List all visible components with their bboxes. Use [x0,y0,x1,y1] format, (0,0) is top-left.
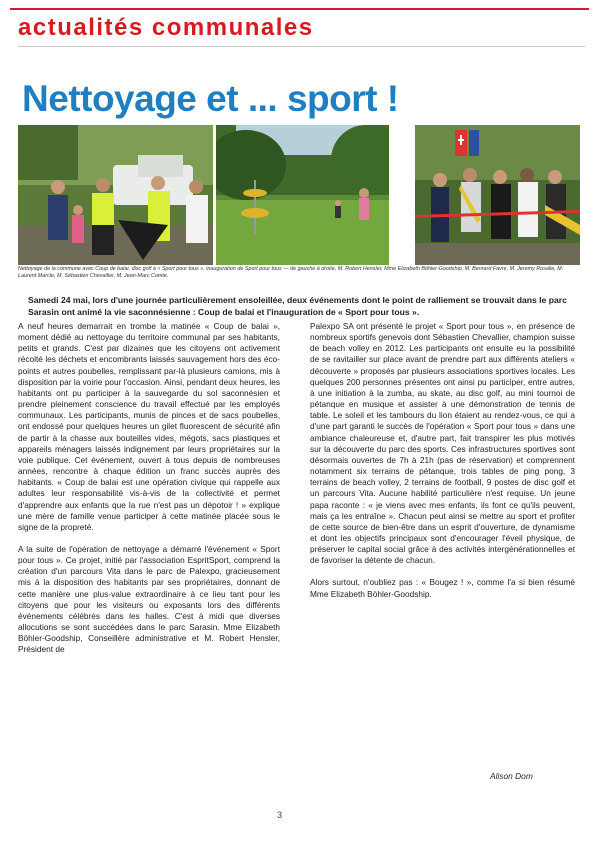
photo-caption: Nettoyage de la commune avec Coup de balai, disc golf à « Sport pour tous », inauguration de Sport pour tous — de gauche à droite, M. Robert Hensler, Mme Elizabeth Böhler-Goodship, M. Bernard Favre, M. Jeremy Rosalie, M. Laurent Marcle, M. Sébastien Chevallier, M. Jean-Marc Comte. [18,266,564,279]
photo-strip [18,125,580,265]
paragraph: Alors surtout, n'oubliez pas : « Bougez ! », comme l'a si bien résumé Mme Elizabeth Böhler-Goodship. [310,577,575,599]
article-author: Alison Dom [490,771,533,781]
photo-inauguration [415,125,580,265]
column-right [310,321,575,611]
column-left [18,321,280,667]
page-number: 3 [277,810,283,820]
section-divider [18,46,585,47]
section-title: actualités communales [18,14,314,41]
paragraph: Palexpo SA ont présenté le projet « Sport pour tous », en présence de nombreux sportifs genevois dont Sébastien Chevallier, champion suisse de beach volley en 2012. Les participants ont ensuite eu la possibilité de se ravitailler sur place avant de prendre part aux différents ateliers « découverte » proposés par plusieurs associations sportives locales. Les quelques 200 personnes présentes ont ainsi pu participer, entre autres, à une initiation à la zumba, au skate, au disc golf, au mini tournoi de pétanque en musique et assister à une démonstration de tennis de table. Le soleil et les tambours du lion étaient au rendez-vous, ce qui a d'une part garanti le succès de l'opération « Sport pour tous » dans une ambiance chaleureuse et, d'autre part, fait transpirer les plus motivés sur la découverte du parc des sports. Ces infrastructures sportives sont désormais ouvertes de 7h à 21h (pas de réservation) et comprennent notamment six terrains de pétanque, trois tables de ping pong, 3 terrains de beach volley, 2 terrains de football, 9 postes de disc golf et un parcours Vita. Aucune habilité particulière n'est requise. Un jeune papa raconte : « je viens avec mes enfants, ils font ce qu'ils peuvent, mais ça les entraîne ». Chacun peut ainsi se mettre au sport et profiter de cette source de bien-être dans un esprit d'ouverture, de dynamisme et dont les objectifs principaux sont d'encourager l'éveil physique, de préserver le capital social grâce à des activités intergénérationnelles et de favoriser la détente de chacun. [310,321,575,566]
photo-disc-golf [216,125,389,265]
article-lead: Samedi 24 mai, lors d'une journée particulièrement ensoleillée, deux événements dont le point de ralliement se trouvait dans le parc Sarasin ont animé la vie saconnésienne : Coup de balai et l'inauguration de « Sport pour tous ». [28,295,567,317]
top-red-rule [10,8,589,10]
paragraph: A la suite de l'opération de nettoyage a démarré l'événement « Sport pour tous ». Ce projet, initié par l'association EspritSport, comprend la création d'un parcours Vita dans le parc de Palexpo, gracieusement mis à la disposition des habitants par ses propriétaires, donnant de cette manière une plus-value extraordinaire à ce lieu tant pour les citoyens que pour les visiteurs ou exposants lors des différents événements célébrés dans les halles. C'est à midi que diverses allocutions se sont succédées dans le parc Sarasin. Mme Elizabeth Böhler-Goodship, Conseillère administrative et M. Robert Hensler, Président de [18,543,280,655]
paragraph: A neuf heures demarrait en trombe la matinée « Coup de balai », moment dédié au nettoyage du territoire communal par ses habitants, petits et grands. C'est par dizaines que les citoyens ont activement récolté les déchets et encombrants laissés sauvagement hors des éco-points et autres poubelles, remplissant par-là plusieurs camions, mis à disposition par la voirie pour l'occasion. Ainsi, pendant deux heures, les habitants ont pu participer à la sauvegarde du sol saconnésien et prendre pleinement conscience du travail effectué par les employés communaux. Les participants, munis de pinces et de sacs poubelles, ont endossé pour quelques heures un gilet fluorescent de sécurité afin de partir à la chasse aux bouteilles vides, mégots, sacs plastiques et appareils ménagers laissés indignement par leurs propriétaires sur la voie publique. Cet événement, ouvert à tous depuis de nombreuses années, rencontre à chaque édition un franc succès auprès des habitants. « Coup de balai est une opération civique qui rappelle aux adultes leur responsabilité vis-à-vis de la collectivité et permet d'apprendre aux enfants que la rue n'est pas un dépotoir ! » explique une mère de famille venue participer à cette matinée placée sous le signe de la propreté. [18,321,280,532]
article-headline: Nettoyage et ... sport ! [22,78,399,119]
photo-cleanup [18,125,213,265]
